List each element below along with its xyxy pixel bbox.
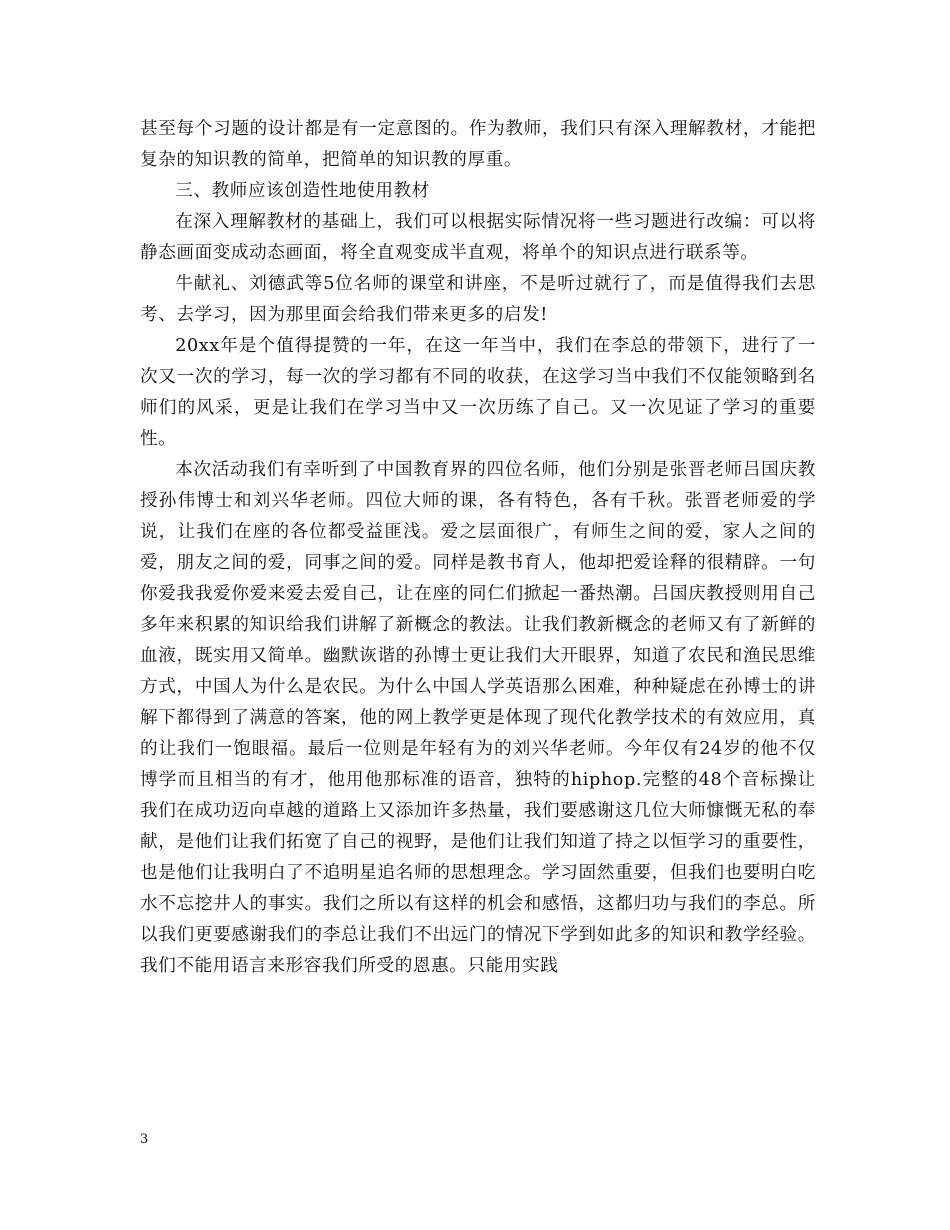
paragraph: 在深入理解教材的基础上，我们可以根据实际情况将一些习题进行改编：可以将静态画面变成动态画面，将全直观变成半直观，将单个的知识点进行联系等。 (140, 212, 816, 263)
paragraph-continued: 甚至每个习题的设计都是有一定意图的。作为教师，我们只有深入理解教材，才能把复杂的知识教的简单，把简单的知识教的厚重。 (140, 119, 816, 170)
section-heading: 三、教师应该创造性地使用教材 (175, 181, 430, 201)
paragraph: 20xx年是个值得提赞的一年，在这一年当中，我们在李总的带领下，进行了一次又一次的学习，每一次的学习都有不同的收获，在这学习当中我们不仅能领略到名师们的风采，更是让我们在学习当中又一次历练了自己。又一次见证了学习的重要性。 (140, 336, 816, 449)
paragraph: 本次活动我们有幸听到了中国教育界的四位名师，他们分别是张晋老师吕国庆教授孙伟博士和刘兴华老师。四位大师的课，各有特色，各有千秋。张晋老师爱的学说，让我们在座的各位都受益匪浅。爱之层面很广，有师生之间的爱，家人之间的爱，朋友之间的爱，同事之间的爱。同样是教书育人，他却把爱诠释的很精辟。一句你爱我我爱你爱来爱去爱自己，让在座的同仁们掀起一番热潮。吕国庆教授则用自己多年来积累的知识给我们讲解了新概念的教法。让我们教新概念的老师又有了新鲜的血液，既实用又简单。幽默诙谐的孙博士更让我们大开眼界，知道了农民和渔民思维方式，中国人为什么是农民。为什么中国人学英语那么困难，种种疑虑在孙博士的讲解下都得到了满意的答案，他的网上教学更是体现了现代化教学技术的有效应用，真的让我们一饱眼福。最后一位则是年轻有为的刘兴华老师。今年仅有24岁的他不仅博学而且相当的有才，他用他那标准的语音，独特的hiphop.完整的48个音标操让我们在成功迈向卓越的道路上又添加许多热量，我们要感谢这几位大师慷慨无私的奉献，是他们让我们拓宽了自己的视野，是他们让我们知道了持之以恒学习的重要性，也是他们让我明白了不追明星追名师的思想理念。学习固然重要，但我们也要明白吃水不忘挖井人的事实。我们之所以有这样的机会和感悟，这都归功与我们的李总。所以我们更要感谢我们的李总让我们不出远门的情况下学到如此多的知识和教学经验。我们不能用语言来形容我们所受的恩惠。只能用实践 (140, 460, 816, 976)
document-body (140, 114, 816, 982)
paragraph: 牛献礼、刘德武等5位名师的课堂和讲座，不是听过就行了，而是值得我们去思考、去学习，因为那里面会给我们带来更多的启发! (140, 274, 816, 325)
page-number: 3 (140, 1132, 149, 1147)
